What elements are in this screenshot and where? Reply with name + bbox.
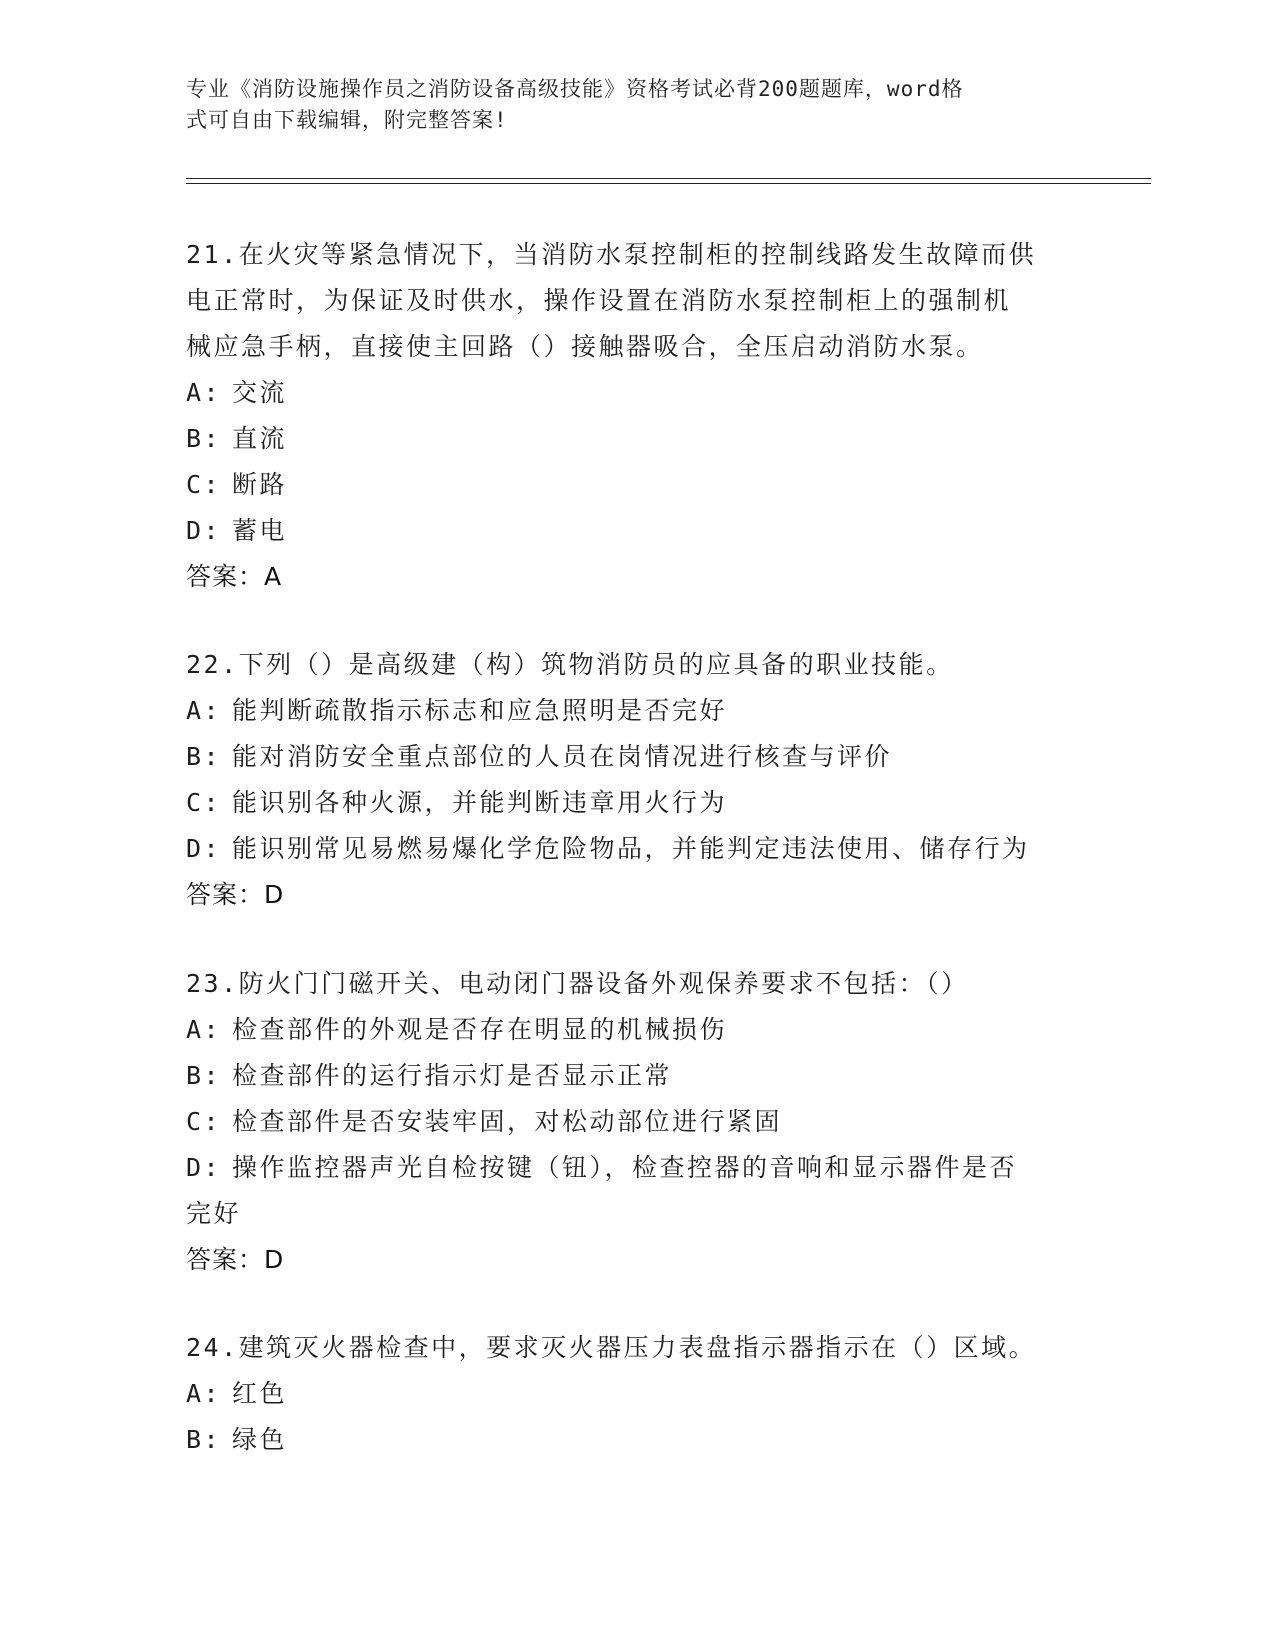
question-22 xyxy=(186,642,1086,918)
option-letter: C: xyxy=(186,788,222,817)
option-letter: A: xyxy=(186,1379,222,1408)
option-text: 能对消防安全重点部位的人员在岗情况进行核查与评价 xyxy=(232,742,893,771)
header-divider-bottom xyxy=(186,183,1151,184)
question-stem-line: 电正常时，为保证及时供水，操作设置在消防水泵控制柜上的强制机 xyxy=(186,286,1012,315)
option-a xyxy=(186,1371,1086,1417)
option-a xyxy=(186,370,1086,416)
option-text: 检查部件的运行指示灯是否显示正常 xyxy=(232,1061,673,1090)
option-letter: B: xyxy=(186,1061,222,1090)
option-text: 能识别常见易燃易爆化学危险物品，并能判定违法使用、储存行为 xyxy=(232,834,1030,863)
header-divider-top xyxy=(186,178,1151,179)
question-24 xyxy=(186,1325,1086,1463)
option-letter: D: xyxy=(186,1153,222,1182)
option-letter: B: xyxy=(186,424,222,453)
option-letter: A: xyxy=(186,696,222,725)
option-text: 绿色 xyxy=(232,1425,288,1454)
option-letter: B: xyxy=(186,1425,222,1454)
question-stem-line: 械应急手柄，直接使主回路（）接触器吸合，全压启动消防水泵。 xyxy=(186,332,984,361)
option-text: 断路 xyxy=(232,470,288,499)
option-text: 红色 xyxy=(232,1379,288,1408)
option-text: 检查部件是否安装牢固，对松动部位进行紧固 xyxy=(232,1107,783,1136)
option-letter: C: xyxy=(186,1107,222,1136)
option-text: 蓄电 xyxy=(232,516,288,545)
option-b xyxy=(186,416,1086,462)
option-d-continuation: 完好 xyxy=(186,1199,242,1228)
option-b xyxy=(186,1417,1086,1463)
option-text: 能识别各种火源，并能判断违章用火行为 xyxy=(232,788,728,817)
document-header xyxy=(186,74,1066,136)
option-c xyxy=(186,780,1086,826)
option-letter: A: xyxy=(186,378,222,407)
option-c xyxy=(186,462,1086,508)
option-text: 检查部件的外观是否存在明显的机械损伤 xyxy=(232,1015,728,1044)
option-text: 能判断疏散指示标志和应急照明是否完好 xyxy=(232,696,728,725)
option-b xyxy=(186,1053,1086,1099)
option-a xyxy=(186,1007,1086,1053)
option-letter: C: xyxy=(186,470,222,499)
option-d xyxy=(186,1145,1086,1191)
option-letter: A: xyxy=(186,1015,222,1044)
question-stem-line: 23.防火门门磁开关、电动闭门器设备外观保养要求不包括：（） xyxy=(186,969,969,998)
question-stem-line: 22.下列（）是高级建（构）筑物消防员的应具备的职业技能。 xyxy=(186,650,954,679)
option-letter: D: xyxy=(186,516,222,545)
answer-line: 答案：D xyxy=(186,1245,285,1274)
option-text: 操作监控器声光自检按键（钮），检查控器的音响和显示器件是否 xyxy=(232,1153,1018,1182)
header-line-1: 专业《消防设施操作员之消防设备高级技能》资格考试必背200题题库，word格 xyxy=(186,77,964,101)
question-stem-line: 21.在火灾等紧急情况下，当消防水泵控制柜的控制线路发生故障而供 xyxy=(186,240,1037,269)
option-b xyxy=(186,734,1086,780)
option-d xyxy=(186,508,1086,554)
question-stem-line: 24.建筑灭火器检查中，要求灭火器压力表盘指示器指示在（）区域。 xyxy=(186,1333,1037,1362)
answer-line: 答案：A xyxy=(186,562,283,591)
header-line-2: 式可自由下载编辑，附完整答案! xyxy=(186,108,508,132)
option-letter: B: xyxy=(186,742,222,771)
option-a xyxy=(186,688,1086,734)
option-letter: D: xyxy=(186,834,222,863)
option-d xyxy=(186,826,1086,872)
option-text: 交流 xyxy=(232,378,288,407)
option-text: 直流 xyxy=(232,424,288,453)
question-23 xyxy=(186,961,1086,1283)
question-21 xyxy=(186,232,1086,600)
option-c xyxy=(186,1099,1086,1145)
answer-line: 答案：D xyxy=(186,880,285,909)
